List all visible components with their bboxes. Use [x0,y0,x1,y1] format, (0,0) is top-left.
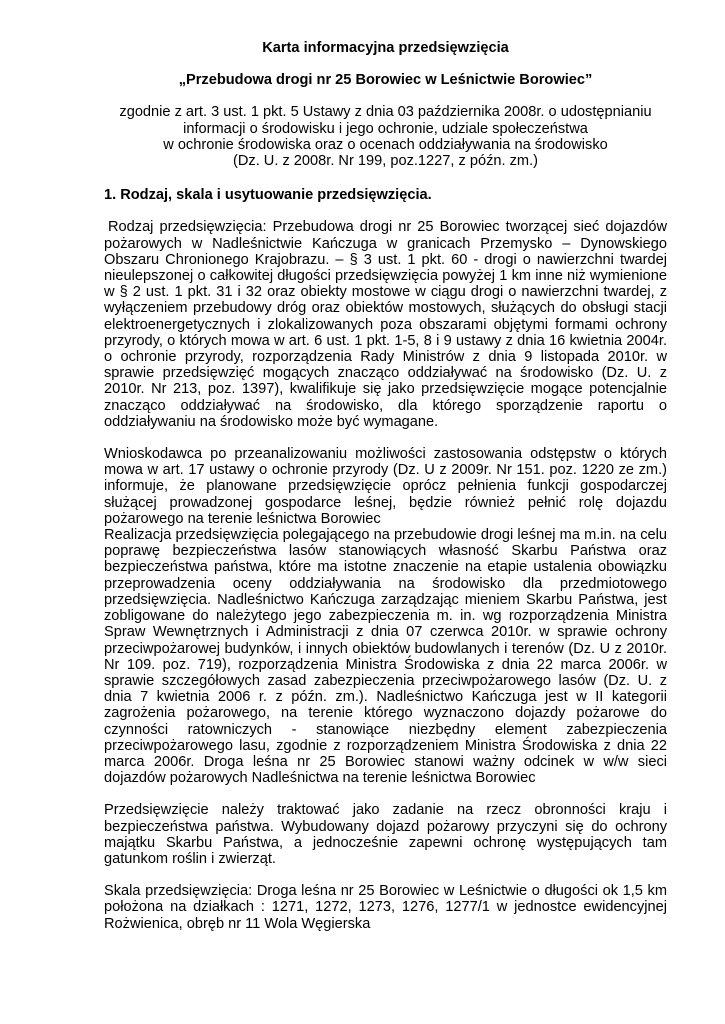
legal-basis-line: zgodnie z art. 3 ust. 1 pkt. 5 Ustawy z dnia 03 października 2008r. o udostępnianiu [119,104,652,121]
section-heading: 1. Rodzaj, skala i usytuowanie przedsięwzięcia. [104,187,432,204]
document-title: Karta informacyjna przedsięwzięcia [262,40,509,56]
legal-basis-line: informacji o środowisku i jego ochronie, udziale społeczeństwa [183,120,588,137]
legal-basis-line: w ochronie środowiska oraz o ocenach oddziaływania na środowisko [163,136,608,153]
paragraph-implementation: Realizacja przedsięwzięcia polegającego na przebudowie drogi leśnej ma m.in. na celu poprawę bezpieczeństwa lasów stanowiących własność Skarbu Państwa oraz bezpieczeństwa państwa, które ma istotne znaczenie na etapie ustalenia obowiązku przeprowadzenia oceny oddziaływania na środowisko dla przedmiotowego przedsięwzięcia. Nadleśnictwo Kańczuga zarządzając mieniem Skarbu Państwa, jest zobligowane do należytego jego zabezpieczenia m. in. wg rozporządzenia Ministra Spraw Wewnętrznych i Administracji z dnia 07 czerwca 2010r. w sprawie ochrony przeciwpożarowej budynków, i innych obiektów budowlanych i terenów (Dz. U z 2010r. Nr 109. poz. 719), rozporządzenia Ministra Środowiska z dnia 22 marca 2006r. w sprawie szczegółowych zasad zabezpieczenia przeciwpożarowego lasów (Dz. U. z dnia 7 kwietnia 2006 r. z późn. zm.). Nadleśnictwo Kańczuga jest w II kategorii zagrożenia pożarowego, na terenie którego wyznaczono dojazdy pożarowe do czynności ratowniczych - stanowiące niezbędny element zabezpieczenia przeciwpożarowego lasu, zgodnie z rozporządzeniem Ministra Środowiska z dnia 22 marca 2006r. Droga leśna nr 25 Borowiec stanowi ważny odcinek w w/w sieci dojazdów pożarowych Nadleśnictwa na terenie leśnictwa Borowiec [104,527,667,787]
paragraph-applicant-analysis: Wnioskodawca po przeanalizowaniu możliwości zastosowania odstępstw o których mowa w art. 17 ustawy o ochronie przyrody (Dz. U z 2009r. Nr 151. poz. 1220 ze zm.) informuje, że planowane przedsięwzięcie oprócz pełnienia funkcji gospodarczej służącej prowadzonej gospodarce leśnej, będzie również pełnić rolę dojazdu pożarowego na terenie leśnictwa Borowiec [104,446,667,527]
paragraph-project-type: Rodzaj przedsięwzięcia: Przebudowa drogi nr 25 Borowiec tworzącej sieć dojazdów pożarowych w Nadleśnictwie Kańczuga w granicach Przemysko – Dynowskiego Obszaru Chronionego Krajobrazu. – § 3 ust. 1 pkt. 60 - drogi o nawierzchni twardej nieulepszonej o całkowitej długości przedsięwzięcia powyżej 1 km inne niż wymienione w § 2 ust. 1 pkt. 31 i 32 oraz obiekty mostowe w ciągu drogi o nawierzchni twardej, z wyłączeniem przebudowy dróg oraz obiektów mostowych, służących do obsługi stacji elektroenergetycznych i zlokalizowanych poza obszarami objętymi formami ochrony przyrody, o których mowa w art. 6 ust. 1 pkt. 1-5, 8 i 9 ustawy z dnia 16 kwietnia 2004r. o ochronie przyrody, rozporządzenia Rady Ministrów z dnia 9 listopada 2010r. w sprawie przedsięwzięć mogących znacząco oddziaływać na środowisko (Dz. U. z 2010r. Nr 213, poz. 1397), kwalifikuje się jako przedsięwzięcie mogące potencjalnie znacząco oddziaływać na środowisko, dla którego sporządzenie raportu o oddziaływaniu na środowisko może być wymagane. [104,219,667,430]
paragraph-project-scale: Skala przedsięwzięcia: Droga leśna nr 25 Borowiec w Leśnictwie o długości ok 1,5 km położona na działkach : 1271, 1272, 1273, 1276, 1277/1 w jednostce ewidencyjnej Rożwienica, obręb nr 11 Wola Węgierska [104,883,667,932]
paragraph-state-security: Przedsięwzięcie należy traktować jako zadanie na rzecz obronności kraju i bezpieczeństwa państwa. Wybudowany dojazd pożarowy przyczyni się do ochrony majątku Skarbu Państwa, a jednocześnie zapewni ochronę występujących tam gatunkom roślin i zwierząt. [104,802,667,867]
project-name: „Przebudowa drogi nr 25 Borowiec w Leśnictwie Borowiec” [178,72,593,89]
legal-basis-line: (Dz. U. z 2008r. Nr 199, poz.1227, z późn. zm.) [233,153,538,170]
legal-basis [104,104,667,169]
document-body [104,40,667,932]
